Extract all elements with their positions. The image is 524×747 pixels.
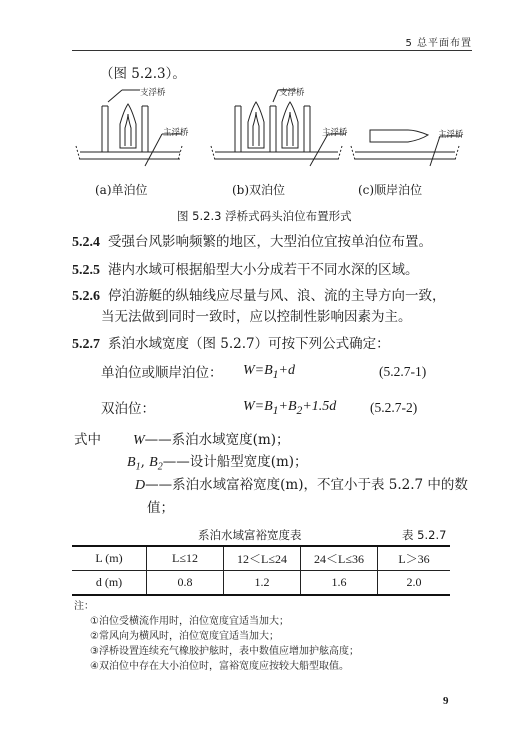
running-header: 5 总平面布置 xyxy=(405,38,472,49)
formula-2-number: (5.2.7-2) xyxy=(370,400,418,415)
intro-text: （图 5.2.3）。 xyxy=(100,66,186,82)
table-cell: 1.6 xyxy=(301,571,378,596)
symbol-subscript: 1 xyxy=(135,461,141,473)
clause-text: 停泊游艇的纵轴线应尽量与风、浪、流的主导方向一致， xyxy=(108,288,446,304)
symbol-description: ——系泊水域富裕宽度(m)，不宜小于表 5.2.7 中的数 xyxy=(145,477,468,493)
aux-bridge-label-a: 支浮桥 xyxy=(140,88,166,98)
table-row xyxy=(72,571,450,596)
table-cell: 0.8 xyxy=(147,571,224,596)
table-cell: L≤12 xyxy=(147,546,224,571)
where-item-d-cont: 值； xyxy=(147,500,174,516)
clause-5-2-6-cont: 当无法做到同时一致时，应以控制性影响因素为主。 xyxy=(101,309,412,325)
formula-text: +1.5d xyxy=(302,399,337,414)
formula-1-label: 单泊位或顺岸泊位： xyxy=(101,365,223,381)
formula-2 xyxy=(243,399,336,417)
note-item: ③浮桥设置连续充气橡胶护舷时，表中数值应增加护舷高度； xyxy=(90,646,359,657)
symbol: W xyxy=(133,433,145,448)
clause-number: 5.2.5 xyxy=(72,263,100,278)
formula-text: +B xyxy=(278,399,297,414)
symbol: B xyxy=(149,455,158,470)
clause-number: 5.2.6 xyxy=(72,289,100,304)
formula-text: W=B xyxy=(243,363,273,378)
where-lead: 式中 xyxy=(74,432,101,448)
symbol-subscript: 2 xyxy=(157,461,163,473)
table-cell: 2.0 xyxy=(378,571,451,596)
table-number: 表 5.2.7 xyxy=(402,528,447,542)
table-cell: L＞36 xyxy=(378,546,451,571)
formula-subscript: 1 xyxy=(272,403,279,417)
table-cell: L (m) xyxy=(72,546,147,571)
table-cell: 24＜L≤36 xyxy=(301,546,378,571)
main-bridge-label-c: 主浮桥 xyxy=(438,130,464,140)
table-cell: 1.2 xyxy=(224,571,301,596)
clause-5-2-4 xyxy=(72,232,432,253)
note-item: ②常风向为横风时，泊位宽度宜适当加大； xyxy=(90,631,279,642)
formula-1 xyxy=(243,363,295,381)
margin-width-table xyxy=(72,545,450,596)
berth-layout-figure xyxy=(70,84,470,174)
formula-text: W=B xyxy=(243,399,273,414)
formula-text: +d xyxy=(278,363,295,378)
aux-bridge-label-b: 支浮桥 xyxy=(279,88,305,98)
clause-number: 5.2.7 xyxy=(72,337,100,352)
figure-caption: 图 5.2.3 浮桥式码头泊位布置形式 xyxy=(177,209,352,223)
page-number: 9 xyxy=(443,695,449,707)
formula-subscript: 2 xyxy=(296,403,303,417)
symbol: D xyxy=(135,478,146,493)
clause-text: 港内水域可根据船型大小分成若干不同水深的区域。 xyxy=(108,262,419,278)
symbol-description: ——系泊水域宽度(m)； xyxy=(144,432,290,448)
symbol: B xyxy=(127,455,136,470)
main-bridge-label-a: 主浮桥 xyxy=(163,128,189,138)
clause-5-2-5 xyxy=(72,260,419,281)
where-item-w xyxy=(133,430,290,451)
table-cell: 12＜L≤24 xyxy=(224,546,301,571)
subcaption-single: (a)单泊位 xyxy=(95,183,148,197)
table-title: 系泊水域富裕宽度表 xyxy=(198,528,302,542)
main-bridge-label-b: 主浮桥 xyxy=(322,128,348,138)
formula-subscript: 1 xyxy=(272,367,279,381)
subcaption-double: (b)双泊位 xyxy=(232,183,286,197)
note-item: ①泊位受横流作用时，泊位宽度宜适当加大； xyxy=(90,616,289,627)
symbol-description: ——设计船型宽度(m)； xyxy=(162,454,308,470)
note-item: ④双泊位中存在大小泊位时，富裕宽度应按较大船型取值。 xyxy=(90,661,349,672)
formula-2-label: 双泊位： xyxy=(101,401,155,417)
notes-lead: 注： xyxy=(74,601,94,612)
where-item-d xyxy=(135,475,468,496)
clause-number: 5.2.4 xyxy=(72,235,100,250)
table-cell: d (m) xyxy=(72,571,147,596)
formula-1-number: (5.2.7-1) xyxy=(379,364,427,379)
header-rule xyxy=(72,50,472,51)
clause-text: 受强台风影响频繁的地区，大型泊位宜按单泊位布置。 xyxy=(108,234,432,250)
where-item-b xyxy=(127,452,308,478)
separator: , xyxy=(140,454,150,470)
clause-5-2-7 xyxy=(72,334,390,355)
subcaption-along-shore: (c)顺岸泊位 xyxy=(358,183,423,197)
clause-text: 系泊水域宽度（图 5.2.7）可按下列公式确定： xyxy=(108,336,390,352)
clause-5-2-6 xyxy=(72,286,446,307)
table-header-row xyxy=(72,546,450,571)
